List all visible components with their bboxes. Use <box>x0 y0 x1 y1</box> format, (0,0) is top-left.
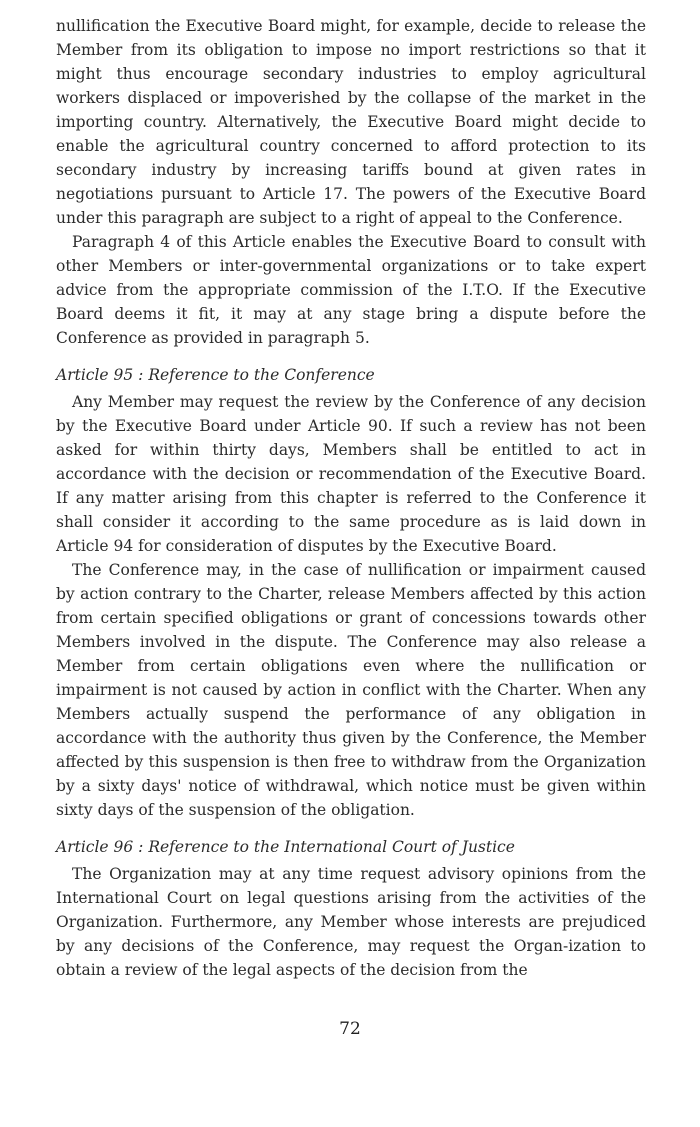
article-95-paragraph-2: The Conference may, in the case of nullification or impairment caused by action contrary to the Charter, release Members affected by this action from certain specified obligations or grant of concessions towards other Members involved in the dispute. The Conference may also release a Member from certain obligations even where the nullification or impairment is not caused by action in conflict with the Charter. When any Members actually suspend the performance of any obligation in accordance with the authority thus given by the Conference, the Member affected by this suspension is then free to withdraw from the Organization by a sixty days' notice of withdrawal, which notice must be given within sixty days of the suspension of the obligation. <box>56 561 646 819</box>
article-95-heading: Article 95 : Reference to the Conference <box>56 366 375 384</box>
article-96-paragraph-1: The Organization may at any time request advisory opinions from the International Court on legal questions arising from the activities of the Organization. Furthermore, any Member whose interests are prejudiced by any decisions of the Conference, may request the Organ-ization to obtain a review of the legal aspects of the decision from the <box>56 865 646 979</box>
article-96-heading: Article 96 : Reference to the International Court of Justice <box>56 838 515 856</box>
document-page <box>56 14 646 982</box>
paragraph-continuation: nullification the Executive Board might, for example, decide to release the Member from its obligation to impose no import restrictions so that it might thus encourage secondary industries to employ agricultural workers displaced or impoverished by the collapse of the market in the importing country. Alternatively, the Executive Board might decide to enable the agricultural country concerned to afford protection to its secondary industry by increasing tariffs bound at given rates in negotiations pursuant to Article 17. The powers of the Executive Board under this paragraph are subject to a right of appeal to the Conference. <box>56 17 646 227</box>
article-95-paragraph-1: Any Member may request the review by the Conference of any decision by the Executive Board under Article 90. If such a review has not been asked for within thirty days, Members shall be entitled to act in accordance with the decision or recommendation of the Executive Board. If any matter arising from this chapter is referred to the Conference it shall consider it according to the same procedure as is laid down in Article 94 for consideration of disputes by the Executive Board. <box>56 393 646 555</box>
page-number: 72 <box>339 1019 361 1039</box>
paragraph-article-94-para4: Paragraph 4 of this Article enables the Executive Board to consult with other Members or inter-governmental organizations or to take expert advice from the appropriate commission of the I.T.O. If the Executive Board deems it fit, it may at any stage bring a dispute before the Conference as provided in paragraph 5. <box>56 233 646 347</box>
